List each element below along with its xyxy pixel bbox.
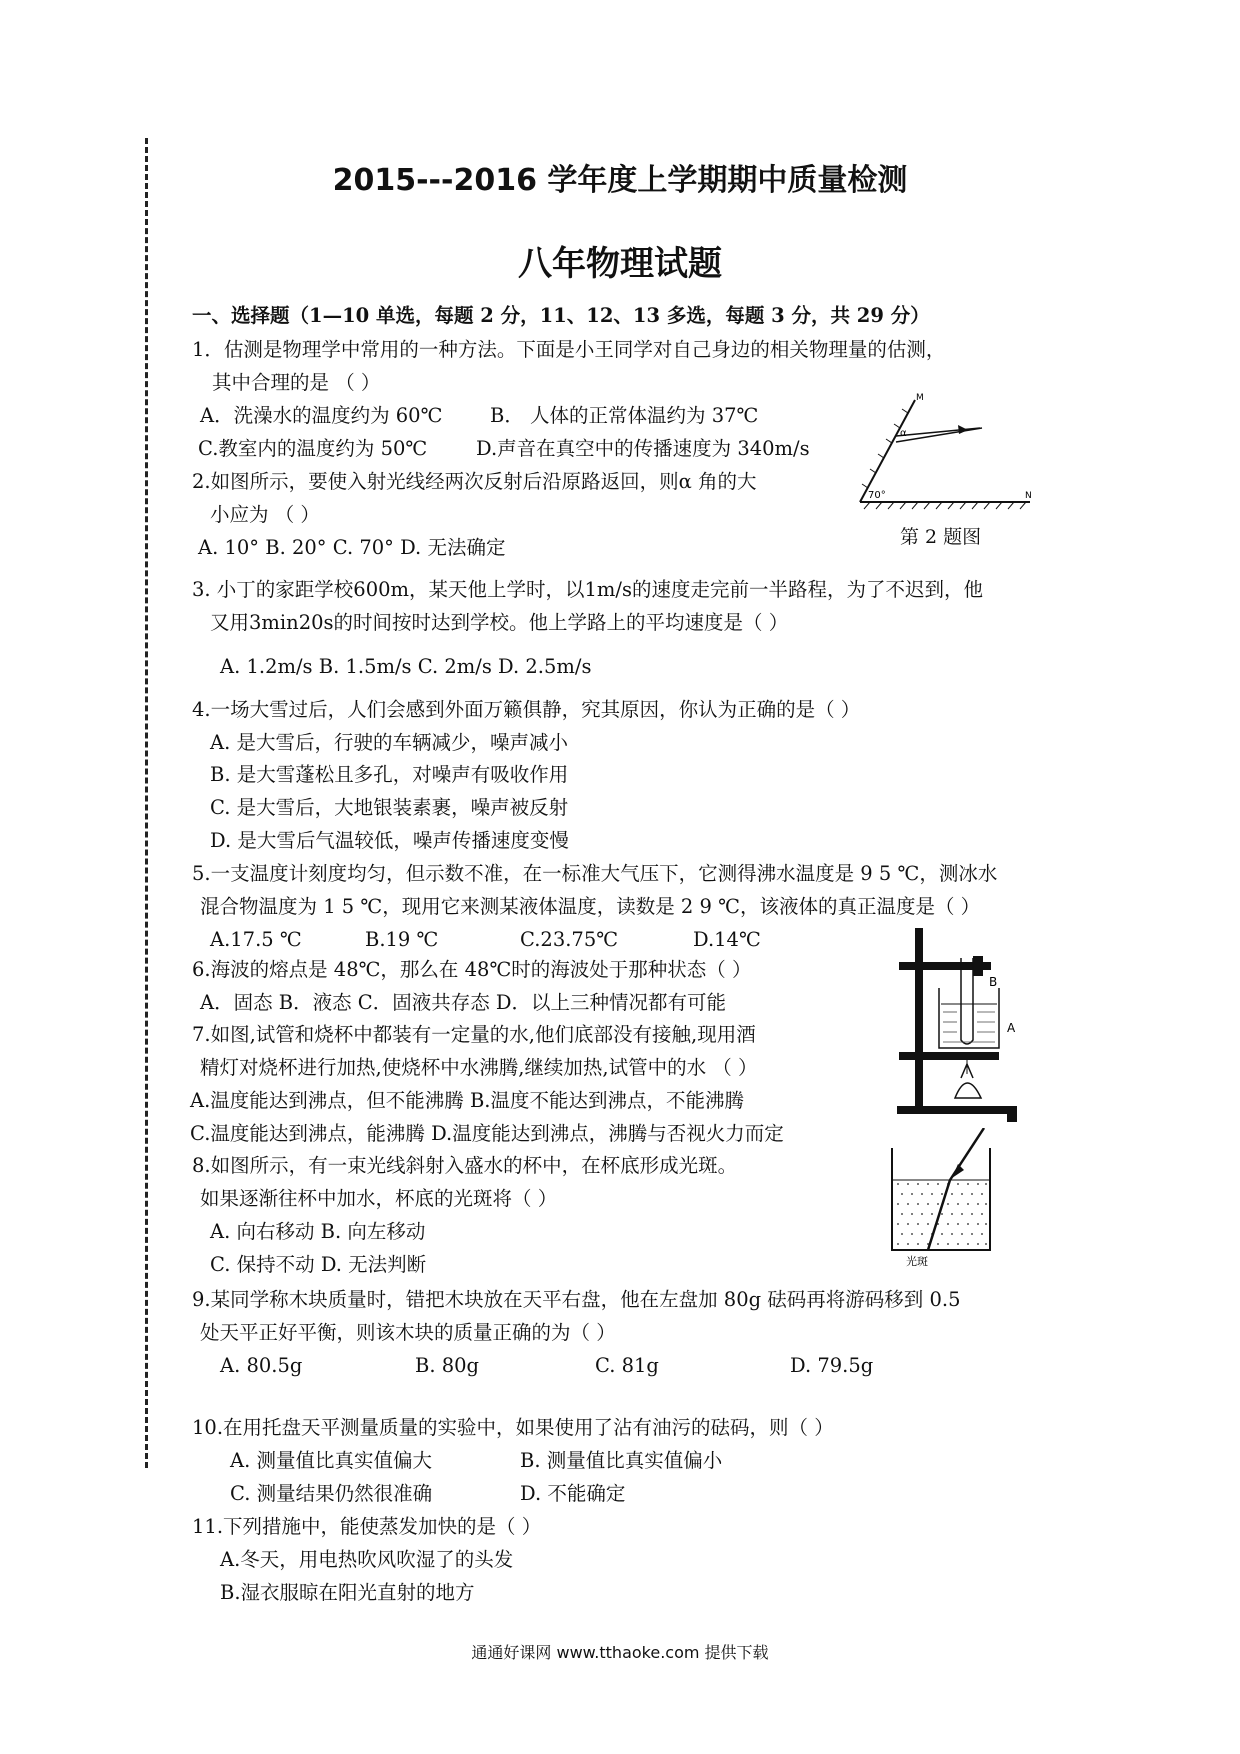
q8-options-ab: A. 向右移动 B. 向左移动 — [210, 1220, 426, 1243]
q7-options-cd: C.温度能达到沸点，能沸腾 D.温度能达到沸点，沸腾与否视火力而定 — [190, 1122, 784, 1145]
page-footer: 通通好课网 www.tthaoke.com 提供下载 — [471, 1643, 769, 1662]
q1-option-a: A．洗澡水的温度约为 60℃ — [200, 404, 443, 427]
q5-stem-line1: 5.一支温度计刻度均匀，但示数不准，在一标准大气压下，它测得沸水温度是 9 5 ℃，测冰水 — [192, 862, 998, 885]
q5-stem-line2: 混合物温度为 1 5 ℃，现用它来测某液体温度，读数是 2 9 ℃，该液体的真正温度是（ ） — [200, 895, 981, 918]
q11-option-a: A.冬天，用电热吹风吹湿了的头发 — [220, 1548, 514, 1571]
q4-option-a: A. 是大雪后，行驶的车辆减少，噪声减小 — [210, 731, 568, 754]
q2-label-70deg: 70° — [868, 490, 886, 501]
q2-options: A. 10° B. 20° C. 70° D. 无法确定 — [198, 536, 506, 559]
q3-stem-line2: 又用3min20s的时间按时达到学校。他上学路上的平均速度是（ ） — [210, 611, 789, 634]
q6-options: A．固态 B．液态 C．固液共存态 D．以上三种情况都有可能 — [200, 991, 727, 1014]
q11-option-b: B.湿衣服晾在阳光直射的地方 — [220, 1581, 475, 1604]
q9-stem-line2: 处天平正好平衡，则该木块的质量正确的为（ ） — [200, 1321, 616, 1344]
q7-label-b: B — [989, 975, 998, 989]
q1-option-d: D.声音在真空中的传播速度为 340m/s — [476, 437, 810, 460]
q4-option-d: D. 是大雪后气温较低，噪声传播速度变慢 — [210, 829, 569, 852]
q2-label-alpha: α — [900, 428, 907, 439]
q4-option-b: B. 是大雪蓬松且多孔，对噪声有吸收作用 — [210, 763, 569, 786]
q9-stem-line1: 9.某同学称木块质量时，错把木块放在天平右盘，他在左盘加 80g 砝码再将游码移到 0.5 — [192, 1288, 961, 1311]
q8-stem-line1: 8.如图所示，有一束光线斜射入盛水的杯中，在杯底形成光斑。 — [192, 1154, 738, 1177]
q4-stem: 4.一场大雪过后，人们会感到外面万籁俱静，究其原因，你认为正确的是（ ） — [192, 698, 861, 721]
q2-label-n: N — [1025, 491, 1032, 501]
q7-label-a: A — [1007, 1021, 1016, 1035]
q7-options-ab: A.温度能达到沸点，但不能沸腾 B.温度不能达到沸点，不能沸腾 — [190, 1089, 745, 1112]
q10-option-b: B. 测量值比真实值偏小 — [520, 1449, 723, 1472]
q5-option-c: C.23.75℃ — [520, 928, 619, 951]
q8-light-cup-diagram — [888, 1128, 1008, 1268]
q9-option-b: B. 80g — [415, 1354, 480, 1377]
q10-option-d: D. 不能确定 — [520, 1482, 626, 1505]
q2-label-m: M — [916, 393, 924, 403]
q10-option-a: A. 测量值比真实值偏大 — [230, 1449, 432, 1472]
q5-option-d: D.14℃ — [693, 928, 761, 951]
q8-stem-line2: 如果逐渐往杯中加水，杯底的光斑将（ ） — [200, 1187, 558, 1210]
q9-option-d: D. 79.5g — [790, 1354, 874, 1377]
exam-title: 2015---2016 学年度上学期期中质量检测 — [332, 163, 908, 198]
q1-option-b: B． 人体的正常体温约为 37℃ — [490, 404, 759, 427]
q10-option-c: C. 测量结果仍然很准确 — [230, 1482, 433, 1505]
section-heading: 一、选择题（1—10 单选，每题 2 分，11、12、13 多选，每题 3 分，共 29 分） — [192, 304, 930, 327]
q9-option-a: A. 80.5g — [220, 1354, 303, 1377]
q7-boiling-apparatus — [895, 928, 1025, 1123]
q5-option-b: B.19 ℃ — [365, 928, 439, 951]
q3-options: A. 1.2m/s B. 1.5m/s C. 2m/s D. 2.5m/s — [220, 655, 592, 678]
q11-stem: 11.下列措施中，能使蒸发加快的是（ ） — [192, 1515, 542, 1538]
q2-mirror-diagram — [850, 392, 1040, 512]
q9-option-c: C. 81g — [595, 1354, 659, 1377]
q6-stem: 6.海波的熔点是 48℃，那么在 48℃时的海波处于那种状态（ ） — [192, 958, 752, 981]
binding-margin-line — [145, 138, 148, 1468]
q2-stem-line1: 2.如图所示，要使入射光线经两次反射后沿原路返回，则α 角的大 — [192, 470, 757, 493]
q8-options-cd: C. 保持不动 D. 无法判断 — [210, 1253, 427, 1276]
q1-option-c: C.教室内的温度约为 50℃ — [198, 437, 428, 460]
q10-stem: 10.在用托盘天平测量质量的实验中，如果使用了沾有油污的砝码，则（ ） — [192, 1416, 834, 1439]
q7-stem-line2: 精灯对烧杯进行加热,使烧杯中水沸腾,继续加热,试管中的水 （ ） — [200, 1056, 758, 1079]
q8-label-spot: 光斑 — [906, 1255, 928, 1268]
q3-stem-line1: 3. 小丁的家距学校600m，某天他上学时，以1m/s的速度走完前一半路程，为了不迟到，他 — [192, 578, 983, 601]
q4-option-c: C. 是大雪后，大地银装素裹，噪声被反射 — [210, 796, 569, 819]
q1-stem-line1: 1．估测是物理学中常用的一种方法。下面是小王同学对自己身边的相关物理量的估测， — [192, 338, 946, 361]
exam-subtitle: 八年物理试题 — [518, 244, 722, 284]
q2-stem-line2: 小应为 （ ） — [210, 503, 320, 526]
q7-stem-line1: 7.如图,试管和烧杯中都装有一定量的水,他们底部没有接触,现用酒 — [192, 1023, 756, 1046]
q1-stem-line2: 其中合理的是 （ ） — [212, 371, 381, 394]
q5-option-a: A.17.5 ℃ — [210, 928, 302, 951]
q2-figure-caption: 第 2 题图 — [900, 526, 982, 548]
